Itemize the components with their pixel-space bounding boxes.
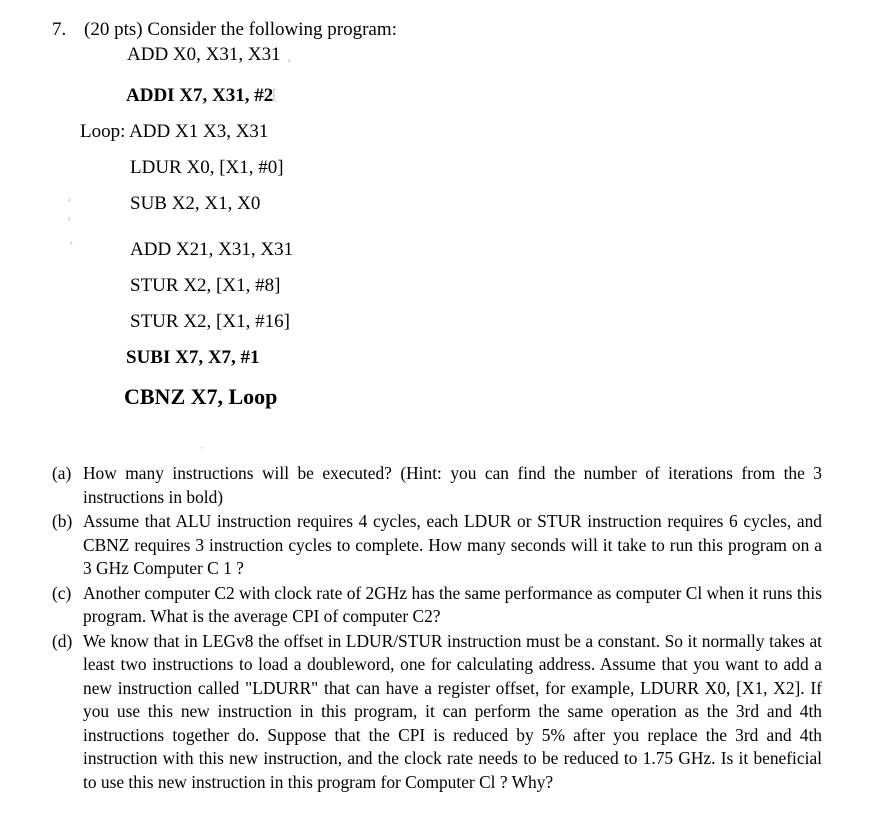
margin-mark: ‘ [67,214,72,232]
code-line-5: SUB X2, X1, X0 [130,193,261,214]
code-line-2: ADDI X7, X31, #2 [126,85,274,106]
code-line-3: Loop: ADD X1 X3, X31 [80,121,269,142]
question-label: (c) [52,582,72,603]
question-label: (d) [52,630,73,651]
code-line-7: STUR X2, [X1, #8] [130,275,281,296]
code-line-1: ADD X0, X31, X31 [127,44,281,65]
question-text: How many instructions will be executed? (Hint: you can find the number of iterations from the 3 instructions in bold) [83,463,822,507]
question-b [52,510,822,581]
faint-dash-mark: ⁅ [272,88,278,104]
question-list [52,462,822,795]
question-text: Assume that ALU instruction requires 4 cycles, each LDUR or STUR instruction requires 6 cycles, and CBNZ requires 3 instruction cycles to complete. How many seconds will it take to run this program on a 3 GHz Computer C 1 ? [83,511,822,578]
question-label: (b) [52,511,73,531]
question-a [52,462,822,509]
code-line-4: LDUR X0, [X1, #0] [130,157,284,178]
margin-mark: ‘ [67,195,72,213]
code-line-10: CBNZ X7, Loop [124,384,278,409]
code-line-6: ADD X21, X31, X31 [130,239,294,260]
question-c [52,582,822,629]
problem-statement: (20 pts) Consider the following program: [84,19,397,40]
problem-header [52,19,397,41]
question-label: (a) [52,463,72,483]
code-line-9: SUBI X7, X7, #1 [126,347,260,368]
problem-number: 7. [52,19,67,40]
margin-mark: ‘ [69,238,74,256]
question-d [52,630,822,795]
code-line-8: STUR X2, [X1, #16] [130,311,290,332]
question-text: We know that in LEGv8 the offset in LDUR/STUR instruction must be a constant. So it normally takes at least two instructions to load a doubleword, one for calculating address. Assume that you want to add a new instruction called "LDURR" that can have a register offset, for example, LDURR X0, [X1, X2]. If you use this new instruction in this program, it can perform the same operation as the 3rd and 4th instructions together do. Suppose that the CPI is reduced by 5% after you replace the 3rd and 4th instruction with this new instruction, and the clock rate needs to be reduced to 1.75 GHz. Is it beneficial to use this new instruction in this program for Computer Cl ? Why? [83,630,822,792]
faint-dot-mark: ˙ [198,446,205,462]
question-text: Another computer C2 with clock rate of 2GHz has the same performance as computer Cl when it runs this program. What is the average CPI of computer C2? [83,582,822,626]
faint-tick-mark: ‚ [287,49,292,65]
